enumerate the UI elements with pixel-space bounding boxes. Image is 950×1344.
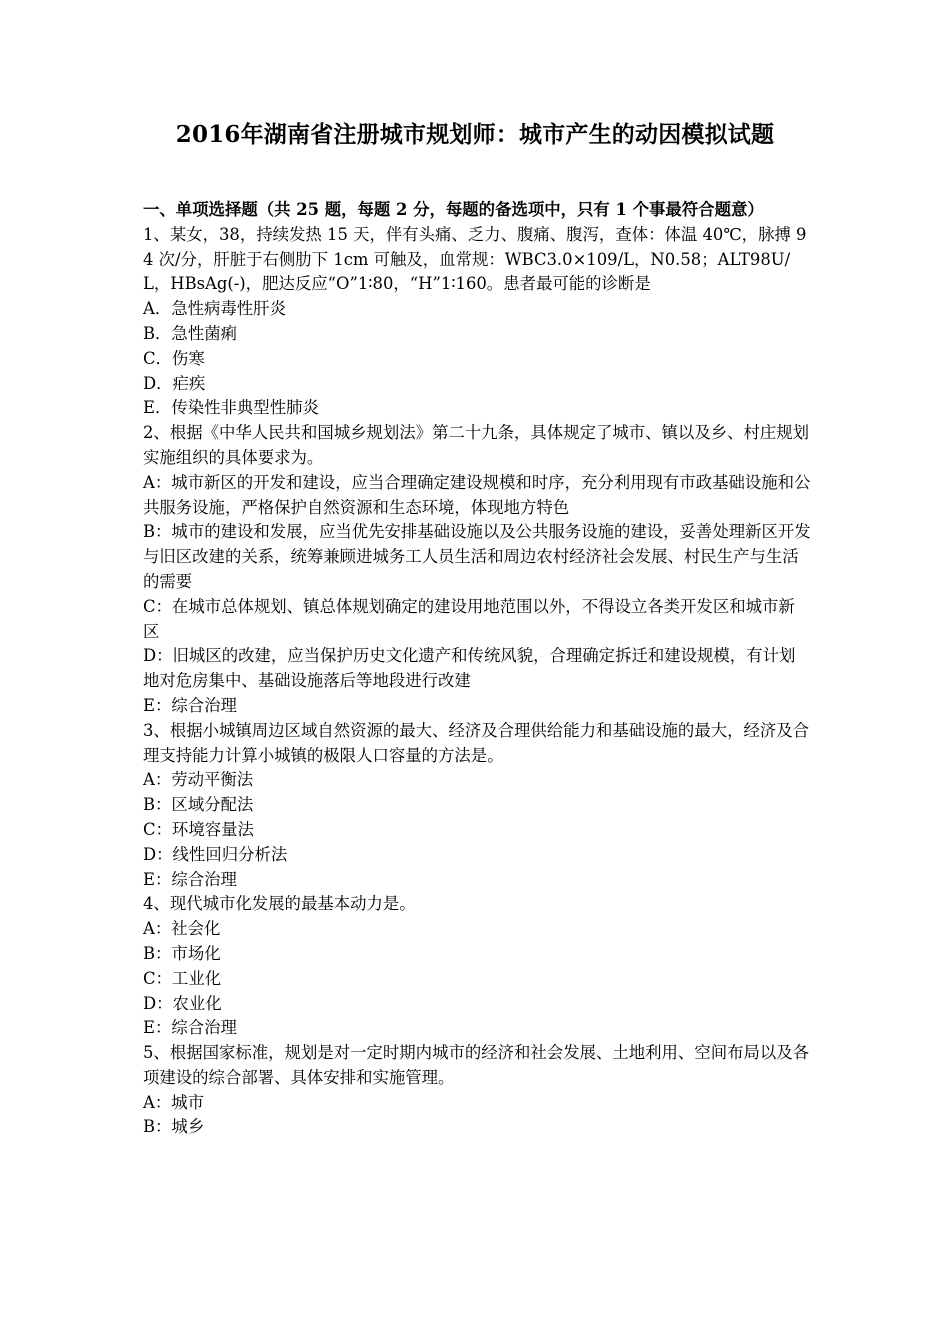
option-b: B：城市的建设和发展，应当优先安排基础设施以及公共服务设施的建设，妥善处理新区开发与旧区改建的关系，统筹兼顾进城务工人员生活和周边农村经济社会发展、村民生产与生活的需要: [143, 522, 811, 591]
option-e: E．传染性非典型性肺炎: [143, 398, 319, 418]
option-c: C：在城市总体规划、镇总体规划确定的建设用地范围以外，不得设立各类开发区和城市新区: [143, 596, 795, 641]
question-stem: 4、现代城市化发展的最基本动力是。: [143, 894, 416, 914]
option-a: A：城市: [143, 1092, 205, 1112]
option-a: A：劳动平衡法: [143, 770, 254, 790]
question-3: [143, 719, 811, 893]
option-b: B：市场化: [143, 943, 221, 963]
option-a: A：社会化: [143, 919, 221, 939]
option-a: A：城市新区的开发和建设，应当合理确定建设规模和时序，充分利用现有市政基础设施和公共服务设施，严格保护自然资源和生态环境，体现地方特色: [143, 472, 811, 517]
option-b: B：区域分配法: [143, 795, 254, 815]
question-stem: 3、根据小城镇周边区域自然资源的最大、经济及合理供给能力和基础设施的最大，经济及合理支持能力计算小城镇的极限人口容量的方法是。: [143, 720, 810, 765]
option-d: D：农业化: [143, 993, 222, 1013]
question-5: [143, 1041, 811, 1140]
question-stem: 2、根据《中华人民共和国城乡规划法》第二十九条，具体规定了城市、镇以及乡、村庄规划实施组织的具体要求为。: [143, 423, 810, 467]
option-e: E：综合治理: [143, 1018, 237, 1038]
section-heading: 一、单项选择题（共 25 题，每题 2 分，每题的备选项中，只有 1 个事最符合题意）: [143, 200, 764, 219]
option-d: D：旧城区的改建，应当保护历史文化遗产和传统风貌，合理确定拆迁和建设规模，有计划地对危房集中、基础设施落后等地段进行改建: [143, 646, 796, 691]
document-body: [143, 198, 811, 1140]
question-stem: 1、某女，38，持续发热 15 天，伴有头痛、乏力、腹痛、腹泻，查体：体温 40℃，脉搏 94 次/分，肝脏于右侧肋下 1cm 可触及，血常规：WBC3.0×109/L，N0.58；ALT98U/L，HBsAg(-)，肥达反应“O”1∶80，“H”1∶160。患者最可能的诊断是: [143, 224, 807, 294]
question-1: [143, 223, 811, 421]
option-c: C．伤寒: [143, 348, 205, 368]
document-title: 2016年湖南省注册城市规划师：城市产生的动因模拟试题: [175, 121, 775, 148]
question-stem: 5、根据国家标准，规划是对一定时期内城市的经济和社会发展、土地利用、空间布局以及各项建设的综合部署、具体安排和实施管理。: [143, 1043, 810, 1087]
option-d: D：线性回归分析法: [143, 844, 288, 864]
question-4: [143, 892, 811, 1041]
option-c: C：环境容量法: [143, 819, 254, 839]
option-b: B：城乡: [143, 1117, 205, 1137]
option-b: B．急性菌痢: [143, 323, 237, 343]
option-e: E：综合治理: [143, 869, 237, 889]
option-d: D．疟疾: [143, 373, 206, 393]
question-2: [143, 421, 811, 719]
option-c: C：工业化: [143, 968, 222, 988]
option-a: A．急性病毒性肝炎: [143, 299, 286, 319]
option-e: E：综合治理: [143, 695, 237, 715]
